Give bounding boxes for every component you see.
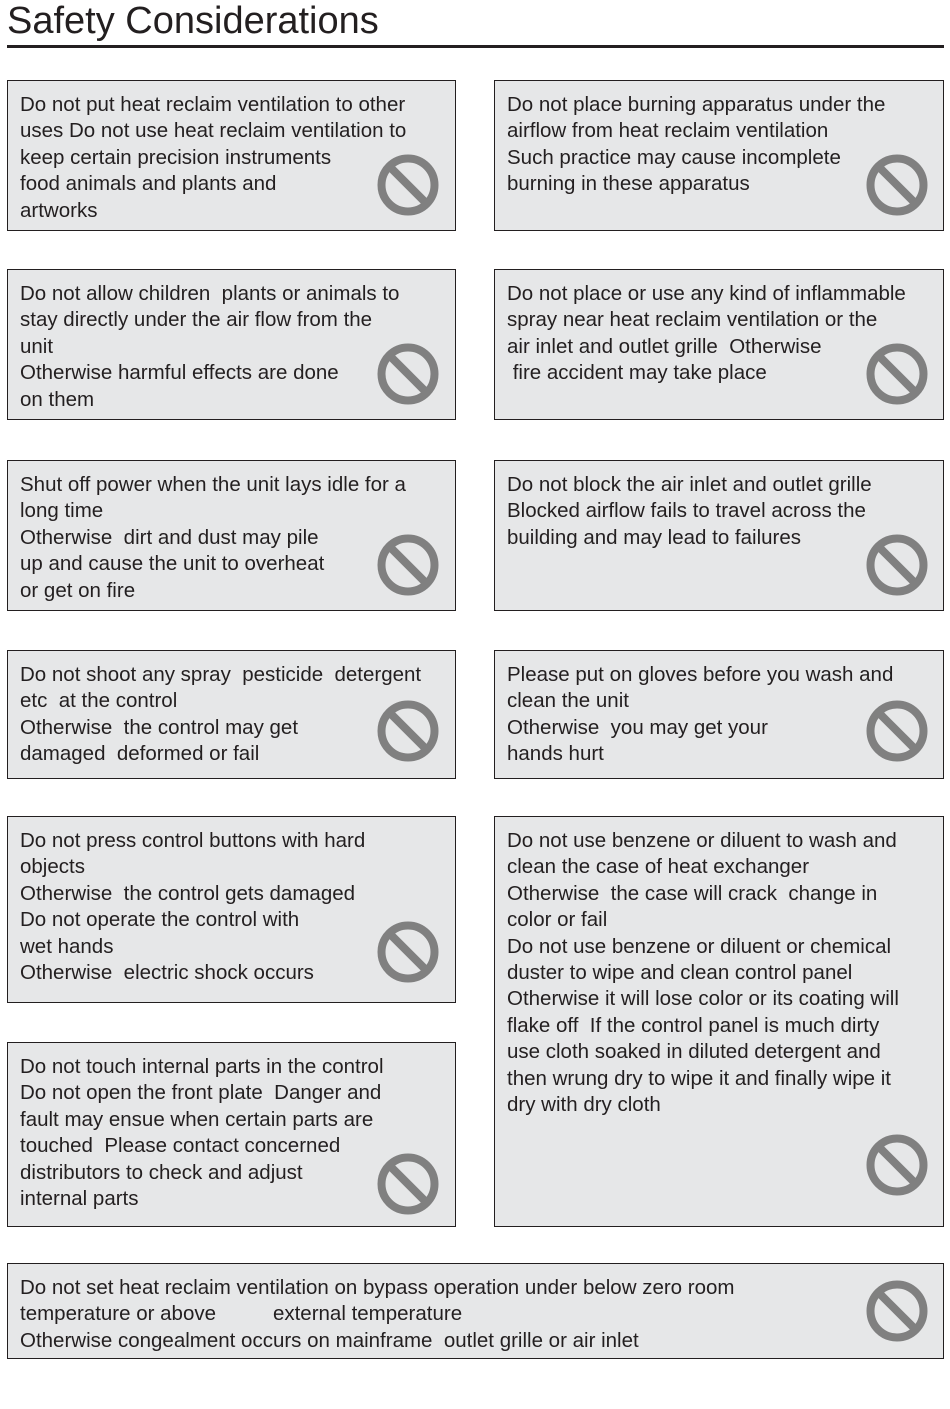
warning-text: Do not block the air inlet and outlet grille Blocked airflow fails to travel across the building and may lead to failures <box>507 473 872 549</box>
warning-box-other-uses <box>7 80 456 231</box>
warning-box-shut-off-power <box>7 460 456 611</box>
title-rule <box>7 45 944 48</box>
warning-box-gloves <box>494 650 944 779</box>
prohibition-icon <box>866 534 928 596</box>
prohibition-icon <box>377 534 439 596</box>
prohibition-icon <box>377 921 439 983</box>
warning-box-inflammable-spray <box>494 269 944 420</box>
warning-box-spray-control <box>7 650 456 779</box>
prohibition-icon <box>377 700 439 762</box>
warning-text: Do not use benzene or diluent to wash and clean the case of heat exchanger Otherwise the case will crack change in color or fail Do not use benzene or diluent or chemical duster to wipe and clean control panel Otherwise it will lose color or its coating will flake off If the control panel is much dirty use cloth soaked in diluted detergent and then wrung dry to wipe it and finally wipe it dry with dry cloth <box>507 829 899 1117</box>
warning-text: Do not put heat reclaim ventilation to other uses Do not use heat reclaim ventilation to keep certain precision instruments food animals and plants and artworks <box>20 93 407 222</box>
warning-text: Do not press control buttons with hard objects Otherwise the control gets damaged Do not operate the control with wet hands Otherwise electric shock occurs <box>20 829 366 985</box>
prohibition-icon <box>866 343 928 405</box>
warning-text: Do not touch internal parts in the control Do not open the front plate Danger and fault may ensue when certain parts are touched Please contact concerned distributors to check and adjust internal parts <box>20 1055 384 1211</box>
prohibition-icon <box>866 154 928 216</box>
prohibition-icon <box>866 700 928 762</box>
prohibition-icon <box>377 154 439 216</box>
prohibition-icon <box>866 1134 928 1196</box>
warning-box-bypass-operation <box>7 1263 944 1359</box>
warning-box-children-plants-animals <box>7 269 456 420</box>
warning-text: Do not shoot any spray pesticide detergent etc at the control Otherwise the control may get damaged deformed or fail <box>20 663 422 766</box>
prohibition-icon <box>866 1280 928 1342</box>
warning-text: Do not allow children plants or animals to stay directly under the air flow from the unit Otherwise harmful effects are done on them <box>20 282 400 411</box>
prohibition-icon <box>377 343 439 405</box>
warning-box-internal-parts <box>7 1042 456 1227</box>
page-title: Safety Considerations <box>7 0 379 42</box>
warning-box-benzene <box>494 816 944 1227</box>
warning-text: Do not place or use any kind of inflammable spray near heat reclaim ventilation or the air inlet and outlet grille Otherwise fire accident may take place <box>507 282 906 385</box>
warning-box-burning-apparatus <box>494 80 944 231</box>
warning-text: Shut off power when the unit lays idle for a long time Otherwise dirt and dust may pile up and cause the unit to overheat or get on fire <box>20 473 406 602</box>
prohibition-icon <box>377 1153 439 1215</box>
warning-text: Do not place burning apparatus under the airflow from heat reclaim ventilation Such practice may cause incomplete burning in these apparatus <box>507 93 886 196</box>
warning-box-block-grille <box>494 460 944 611</box>
warning-text: Please put on gloves before you wash and clean the unit Otherwise you may get your hands hurt <box>507 663 894 766</box>
warning-box-hard-objects <box>7 816 456 1003</box>
warning-text: Do not set heat reclaim ventilation on bypass operation under below zero room temperature or above external temperature Otherwise congealment occurs on mainframe outlet grille or air inlet <box>20 1276 735 1352</box>
